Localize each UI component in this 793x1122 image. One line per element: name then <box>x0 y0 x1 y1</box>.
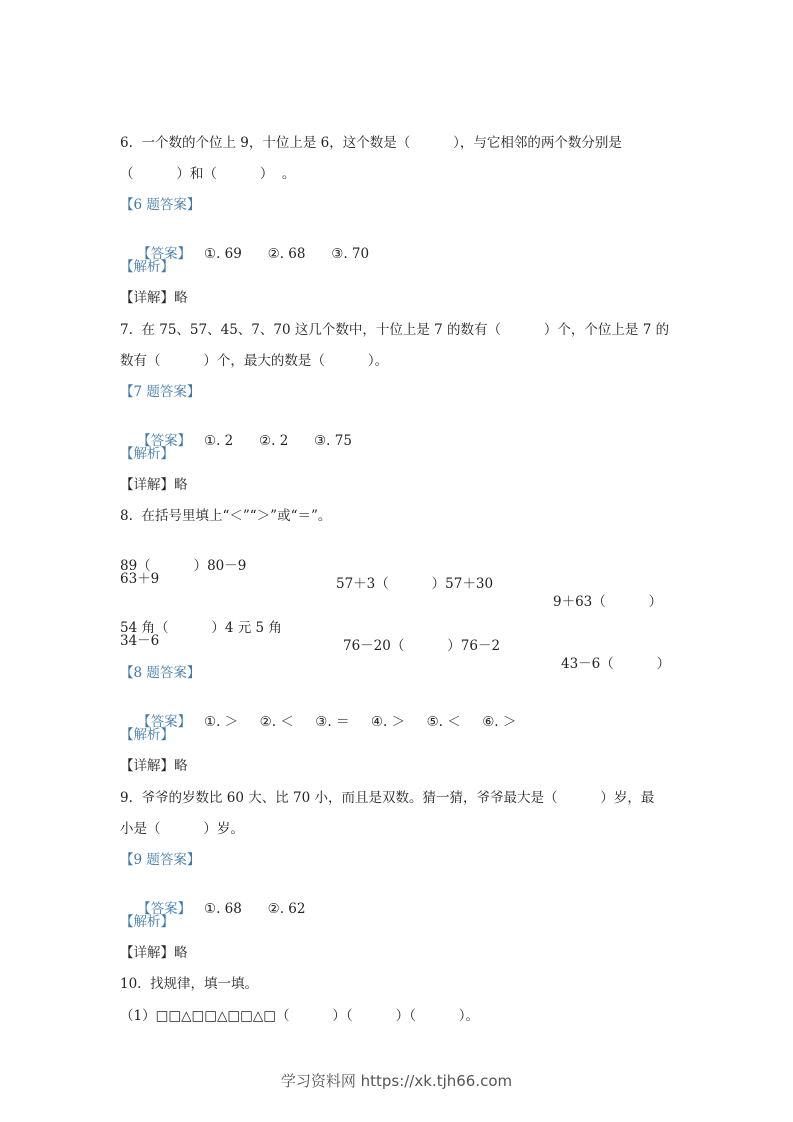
q8-analysis-label: 【解析】 <box>120 727 174 743</box>
q8-row1-wrap: 63＋9 <box>120 571 160 587</box>
q7-answer-row <box>120 414 352 449</box>
q7-text-line1: 7. 在 75、57、45、7、70 这几个数中，十位上是 7 的数有（ ）个，个位上是 7 的 <box>120 322 670 338</box>
q6-answer-title: 【6 题答案】 <box>120 197 201 213</box>
q9-text-line2: 小是（ ）岁。 <box>120 821 244 837</box>
q9-answer-text: ①. 68 ②. 62 <box>204 901 306 917</box>
q7-text-line2: 数有（ ）个，最大的数是（ ）。 <box>120 353 389 369</box>
q8-answer-title: 【8 题答案】 <box>120 665 201 681</box>
q8-row1-item-c: 9＋63（ ） <box>553 594 663 610</box>
q9-text-line1: 9. 爷爷的岁数比 60 大、比 70 小，而且是双数。猜一猜，爷爷最大是（ ）岁，最 <box>120 790 655 806</box>
q7-answer-text: ①. 2 ②. 2 ③. 75 <box>204 433 352 449</box>
q8-row2-item-b: 76－20（ ）76－2 <box>343 638 501 654</box>
q8-detail: 【详解】略 <box>120 758 188 774</box>
q6-text-line1: 6. 一个数的个位上 9，十位上是 6，这个数是（ ），与它相邻的两个数分别是 <box>120 135 622 151</box>
q7-answer-title: 【7 题答案】 <box>120 384 201 400</box>
q10-text-line2: （1）□□△□□△□□△□（ ）（ ）（ ）。 <box>120 1008 480 1024</box>
q9-analysis-label: 【解析】 <box>120 914 174 930</box>
q7-analysis-label: 【解析】 <box>120 446 174 462</box>
q10-text-line1: 10. 找规律，填一填。 <box>120 976 259 992</box>
q9-detail: 【详解】略 <box>120 945 188 961</box>
q8-answer-row <box>120 695 517 730</box>
footer-watermark: 学习资料网 https://xk.tjh66.com <box>280 1072 513 1090</box>
q8-row2-wrap: 34－6 <box>120 633 160 649</box>
q6-text-line2: （ ）和（ ） 。 <box>120 166 296 182</box>
q8-row2-item-c: 43－6（ ） <box>561 656 671 672</box>
q9-answer-label: 【答案】 <box>137 901 192 917</box>
q9-answer-title: 【9 题答案】 <box>120 852 201 868</box>
q8-row1-item-b: 57＋3（ ）57＋30 <box>336 576 494 592</box>
q6-detail: 【详解】略 <box>120 290 188 306</box>
q6-analysis-label: 【解析】 <box>120 259 174 275</box>
q8-row2-item-a: 54 角（ ）4 元 5 角 <box>120 620 282 636</box>
q7-detail: 【详解】略 <box>120 477 188 493</box>
q8-answer-text: ①. ＞ ②. ＜ ③. ＝ ④. ＞ ⑤. ＜ ⑥. ＞ <box>204 714 517 730</box>
q9-answer-row <box>120 882 306 917</box>
q8-answer-label: 【答案】 <box>137 714 192 730</box>
q6-answer-text: ①. 69 ②. 68 ③. 70 <box>204 246 370 262</box>
q7-answer-label: 【答案】 <box>137 433 192 449</box>
q6-answer-label: 【答案】 <box>137 246 192 262</box>
q6-answer-row <box>120 227 370 262</box>
q8-row1-item-a: 89（ ）80－9 <box>120 558 247 574</box>
q8-text-line1: 8. 在括号里填上“＜”“＞”或“＝”。 <box>120 508 332 524</box>
